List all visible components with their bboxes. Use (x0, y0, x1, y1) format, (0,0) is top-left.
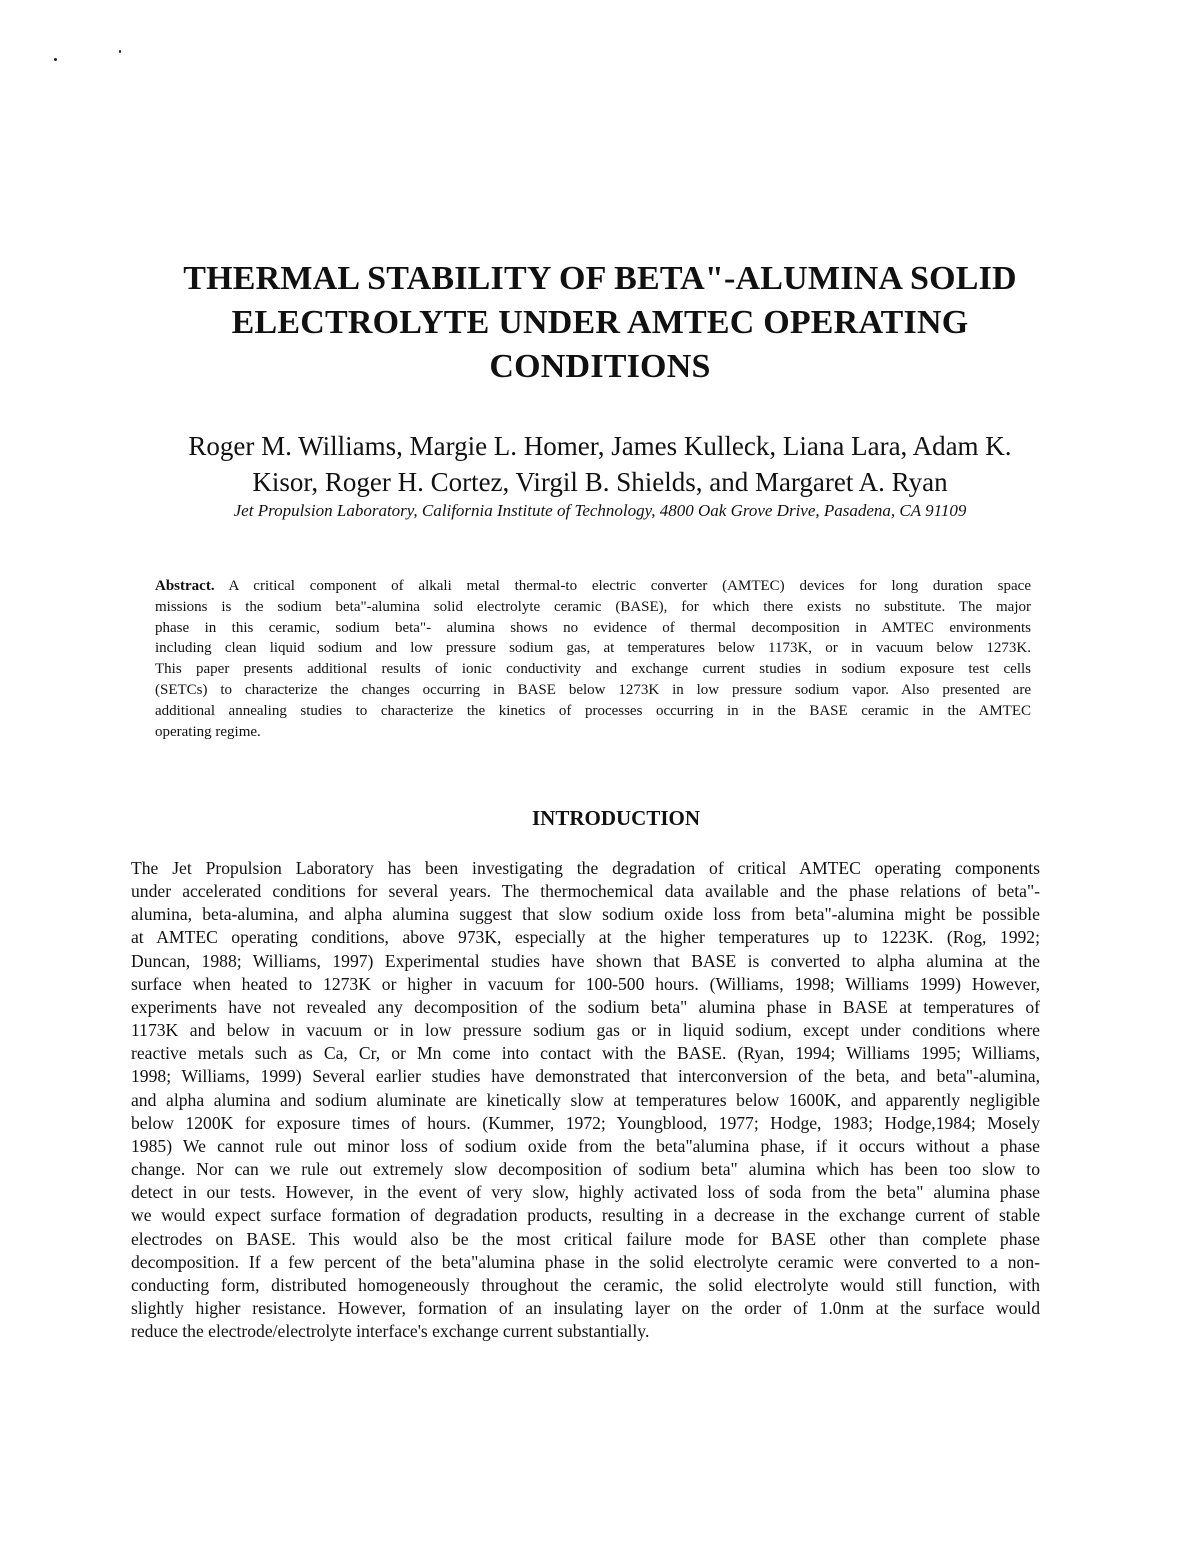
paper-title (140, 257, 1060, 389)
affiliation: Jet Propulsion Laboratory, California Institute of Technology, 4800 Oak Grove Drive, Pasadena, CA 91109 (233, 501, 967, 520)
section-heading-introduction: INTRODUCTION (531, 806, 701, 830)
body-line: 1998; Williams, 1999) Several earlier studies have demonstrated that interconversion of the beta, and beta"-alumina, (131, 1066, 1040, 1087)
scan-speck (54, 58, 57, 61)
abstract (155, 576, 1031, 742)
abstract-line: additional annealing studies to characterize the kinetics of processes occurring in in the BASE ceramic in the AMTEC (155, 702, 1031, 719)
abstract-line: This paper presents additional results of ionic conductivity and exchange current studies in sodium exposure test cells (155, 661, 1031, 678)
body-line: alumina, beta-alumina, and alpha alumina suggest that slow sodium oxide loss from beta"-alumina might be possible (131, 904, 1040, 925)
body-line: reduce the electrode/electrolyte interface's exchange current substantially. (131, 1321, 650, 1342)
body-line: we would expect surface formation of degradation products, resulting in a decrease in the exchange current of stable (131, 1205, 1040, 1226)
scan-speck (119, 50, 121, 53)
abstract-line: (SETCs) to characterize the changes occurring in BASE below 1273K in low pressure sodium vapor. Also presented are (155, 681, 1031, 698)
abstract-label: Abstract. (155, 578, 215, 594)
abstract-text: A critical component of alkali metal thermal-to electric converter (AMTEC) devices for long duration space (214, 578, 1031, 594)
abstract-line: missions is the sodium beta"-alumina solid electrolyte ceramic (BASE), for which there exists no substitute. The major (155, 598, 1031, 615)
body-line: electrodes on BASE. This would also be the most critical failure mode for BASE other than complete phase (131, 1228, 1040, 1249)
body-line: detect in our tests. However, in the event of very slow, highly activated loss of soda from the beta" alumina phase (131, 1182, 1040, 1203)
body-line: at AMTEC operating conditions, above 973K, especially at the higher temperatures up to 1223K. (Rog, 1992; (131, 927, 1040, 948)
author-line: Roger M. Williams, Margie L. Homer, James Kulleck, Liana Lara, Adam K. (188, 431, 1012, 461)
body-line: Duncan, 1988; Williams, 1997) Experimental studies have shown that BASE is converted to alpha alumina at the (131, 950, 1040, 971)
introduction-body (131, 857, 1040, 1343)
title-line: ELECTROLYTE UNDER AMTEC OPERATING (231, 304, 969, 341)
body-line: below 1200K for exposure times of hours. (Kummer, 1972; Youngblood, 1977; Hodge, 1983; Hodge,1984; Mosely (131, 1112, 1040, 1133)
body-line: surface when heated to 1273K or higher in vacuum for 100-500 hours. (Williams, 1998; Williams 1999) However, (131, 973, 1040, 994)
abstract-line: including clean liquid sodium and low pressure sodium gas, at temperatures below 1173K, or in vacuum below 1273K. (155, 640, 1031, 657)
body-line: 1985) We cannot rule out minor loss of sodium oxide from the beta"alumina phase, if it occurs without a phase (131, 1135, 1040, 1156)
title-line: CONDITIONS (489, 348, 711, 385)
author-line: Kisor, Roger H. Cortez, Virgil B. Shields, and Margaret A. Ryan (252, 467, 948, 497)
body-line: decomposition. If a few percent of the beta"alumina phase in the solid electrolyte ceramic were converted to a non- (131, 1251, 1040, 1272)
abstract-line (155, 576, 1031, 597)
body-line: conducting form, distributed homogeneously throughout the ceramic, the solid electrolyte would still function, with (131, 1274, 1040, 1295)
body-line: change. Nor can we rule out extremely slow decomposition of sodium beta" alumina which has been too slow to (131, 1159, 1040, 1180)
abstract-line: operating regime. (155, 723, 261, 740)
body-line: and alpha alumina and sodium aluminate are kinetically slow at temperatures below 1600K, and apparently negligible (131, 1089, 1040, 1110)
body-line: 1173K and below in vacuum or in low pressure sodium gas or in liquid sodium, except under conditions where (131, 1020, 1040, 1041)
body-line: under accelerated conditions for several years. The thermochemical data available and the phase relations of beta"- (131, 881, 1040, 902)
abstract-line: phase in this ceramic, sodium beta"- alumina shows no evidence of thermal decomposition in AMTEC environments (155, 619, 1031, 636)
title-line: THERMAL STABILITY OF BETA"-ALUMINA SOLID (183, 260, 1017, 297)
body-line: reactive metals such as Ca, Cr, or Mn come into contact with the BASE. (Ryan, 1994; Williams 1995; Williams, (131, 1043, 1040, 1064)
author-list (130, 428, 1070, 500)
body-line: The Jet Propulsion Laboratory has been investigating the degradation of critical AMTEC operating components (131, 858, 1040, 878)
body-line: experiments have not revealed any decomposition of the sodium beta" alumina phase in BASE at temperatures of (131, 996, 1040, 1017)
body-line: slightly higher resistance. However, formation of an insulating layer on the order of 1.0nm at the surface would (131, 1297, 1040, 1318)
